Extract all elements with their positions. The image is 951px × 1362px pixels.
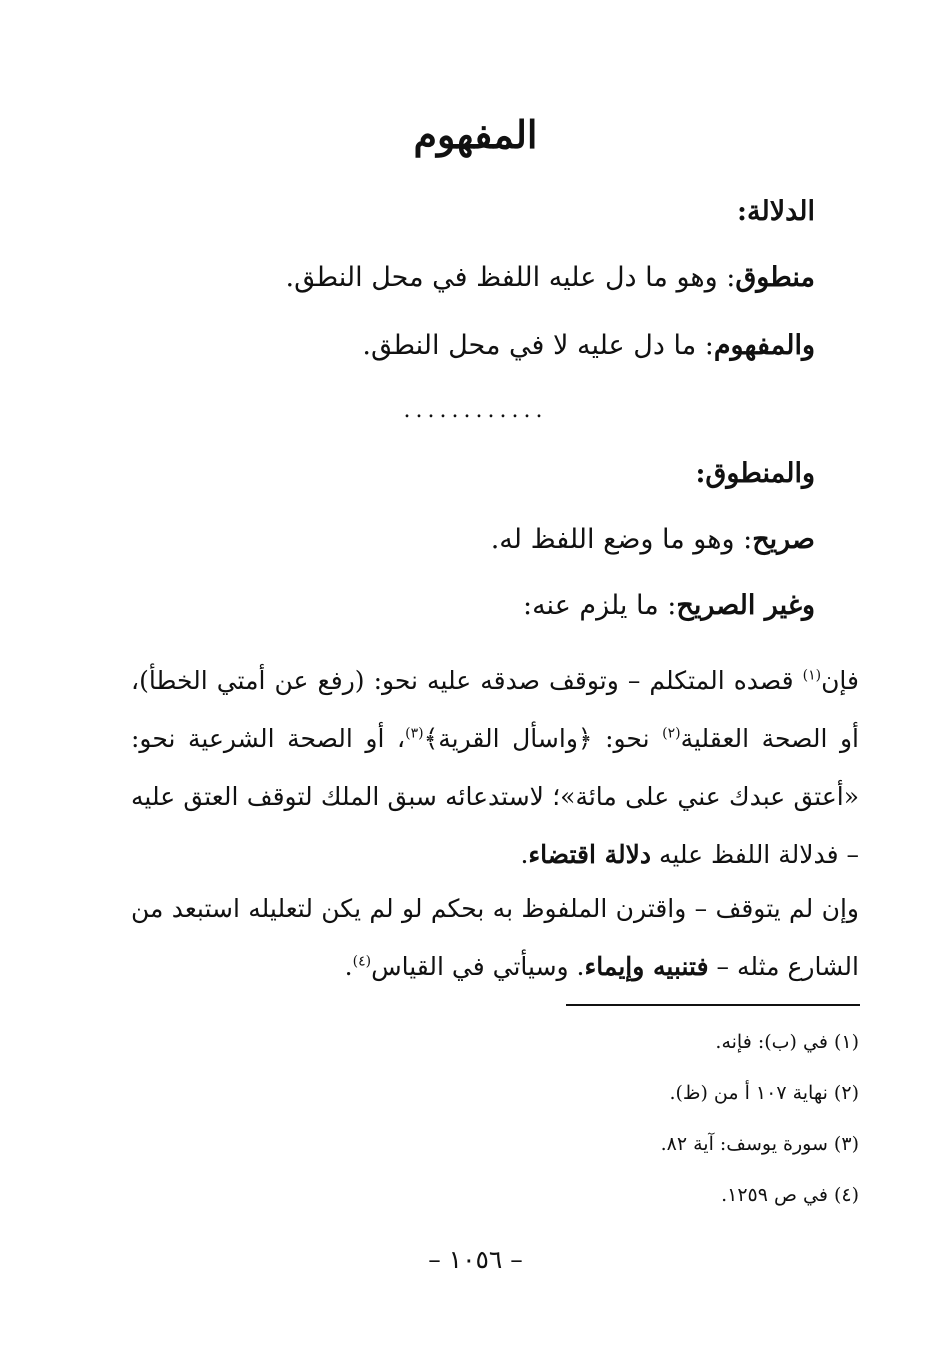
section-separator-dots: ............ bbox=[403, 398, 548, 423]
sarih-term: صريح bbox=[752, 524, 815, 555]
page-title: المفهوم bbox=[413, 112, 538, 157]
footnote-3: (٣) سورة يوسف: آية ٨٢. bbox=[660, 1133, 859, 1155]
mafhum-def-text: : ما دل عليه لا في محل النطق. bbox=[362, 330, 714, 361]
mantuq-term: منطوق bbox=[735, 262, 815, 293]
para1-text-3: نحو: ﴿واسأل القرية﴾ bbox=[423, 724, 663, 753]
footnotes-list bbox=[259, 1022, 859, 1226]
page-number: – ١٠٥٦ – bbox=[428, 1245, 523, 1274]
para2-end: . bbox=[344, 952, 353, 981]
footnote-ref-3: (٣) bbox=[405, 725, 424, 742]
footnote-4: (٤) في ص ١٢٥٩. bbox=[721, 1184, 859, 1206]
para1-text-4: ، أو الصحة الشرعية نحو: «أعتق عبدك عني على مائة»؛ لاستدعائه سبق الملك لتوقف العتق عليه – فدلالة اللفظ عليه bbox=[131, 724, 859, 869]
dalalat-iqtida-term: دلالة اقتضاء bbox=[528, 840, 651, 869]
ghayr-sarih-def-text: : ما يلزم عنه: bbox=[522, 590, 677, 621]
mafhum-term: والمفهوم bbox=[713, 330, 815, 361]
footnote-2: (٢) نهاية ١٠٧ أ من (ظ). bbox=[669, 1082, 859, 1104]
para2-text-1: وإن لم يتوقف – واقترن الملفوظ به بحكم لو لم يكن لتعليله استبعد من الشارع مثله – bbox=[131, 894, 859, 981]
iqtida-paragraph bbox=[131, 652, 859, 884]
footnote-ref-2: (٢) bbox=[662, 725, 681, 742]
mantuq-heading bbox=[115, 458, 815, 489]
dalala-heading bbox=[115, 196, 815, 227]
footnote-ref-4: (٤) bbox=[352, 953, 372, 970]
ghayr-sarih-term: وغير الصريح bbox=[676, 590, 815, 621]
footnote-1: (١) في (ب): فإنه. bbox=[715, 1031, 859, 1053]
para1-end: . bbox=[520, 840, 529, 869]
tanbih-term: فتنبيه وإيماء bbox=[584, 952, 709, 981]
tanbih-paragraph bbox=[131, 880, 859, 996]
para2-text-2: . وسيأتي في القياس bbox=[371, 952, 585, 981]
mantuq-def-text: : وهو ما دل عليه اللفظ في محل النطق. bbox=[285, 262, 736, 293]
sarih-definition bbox=[115, 524, 815, 555]
mafhum-definition bbox=[115, 330, 815, 361]
para1-text-1: فإن bbox=[821, 666, 859, 695]
mantuq-definition bbox=[115, 262, 815, 293]
footnote-separator bbox=[566, 1004, 860, 1006]
sarih-def-text: : وهو ما وضع اللفظ له. bbox=[490, 524, 753, 555]
mantuq-heading-text: والمنطوق: bbox=[695, 458, 815, 489]
footnote-ref-1: (١) bbox=[802, 667, 822, 684]
ghayr-sarih-definition bbox=[115, 590, 815, 621]
para1-text-2: قصده المتكلم – وتوقف صدقه عليه نحو: (رفع عن أمتي الخطأ)، أو الصحة العقلية bbox=[131, 666, 860, 753]
dalala-heading-text: الدلالة: bbox=[737, 196, 815, 227]
